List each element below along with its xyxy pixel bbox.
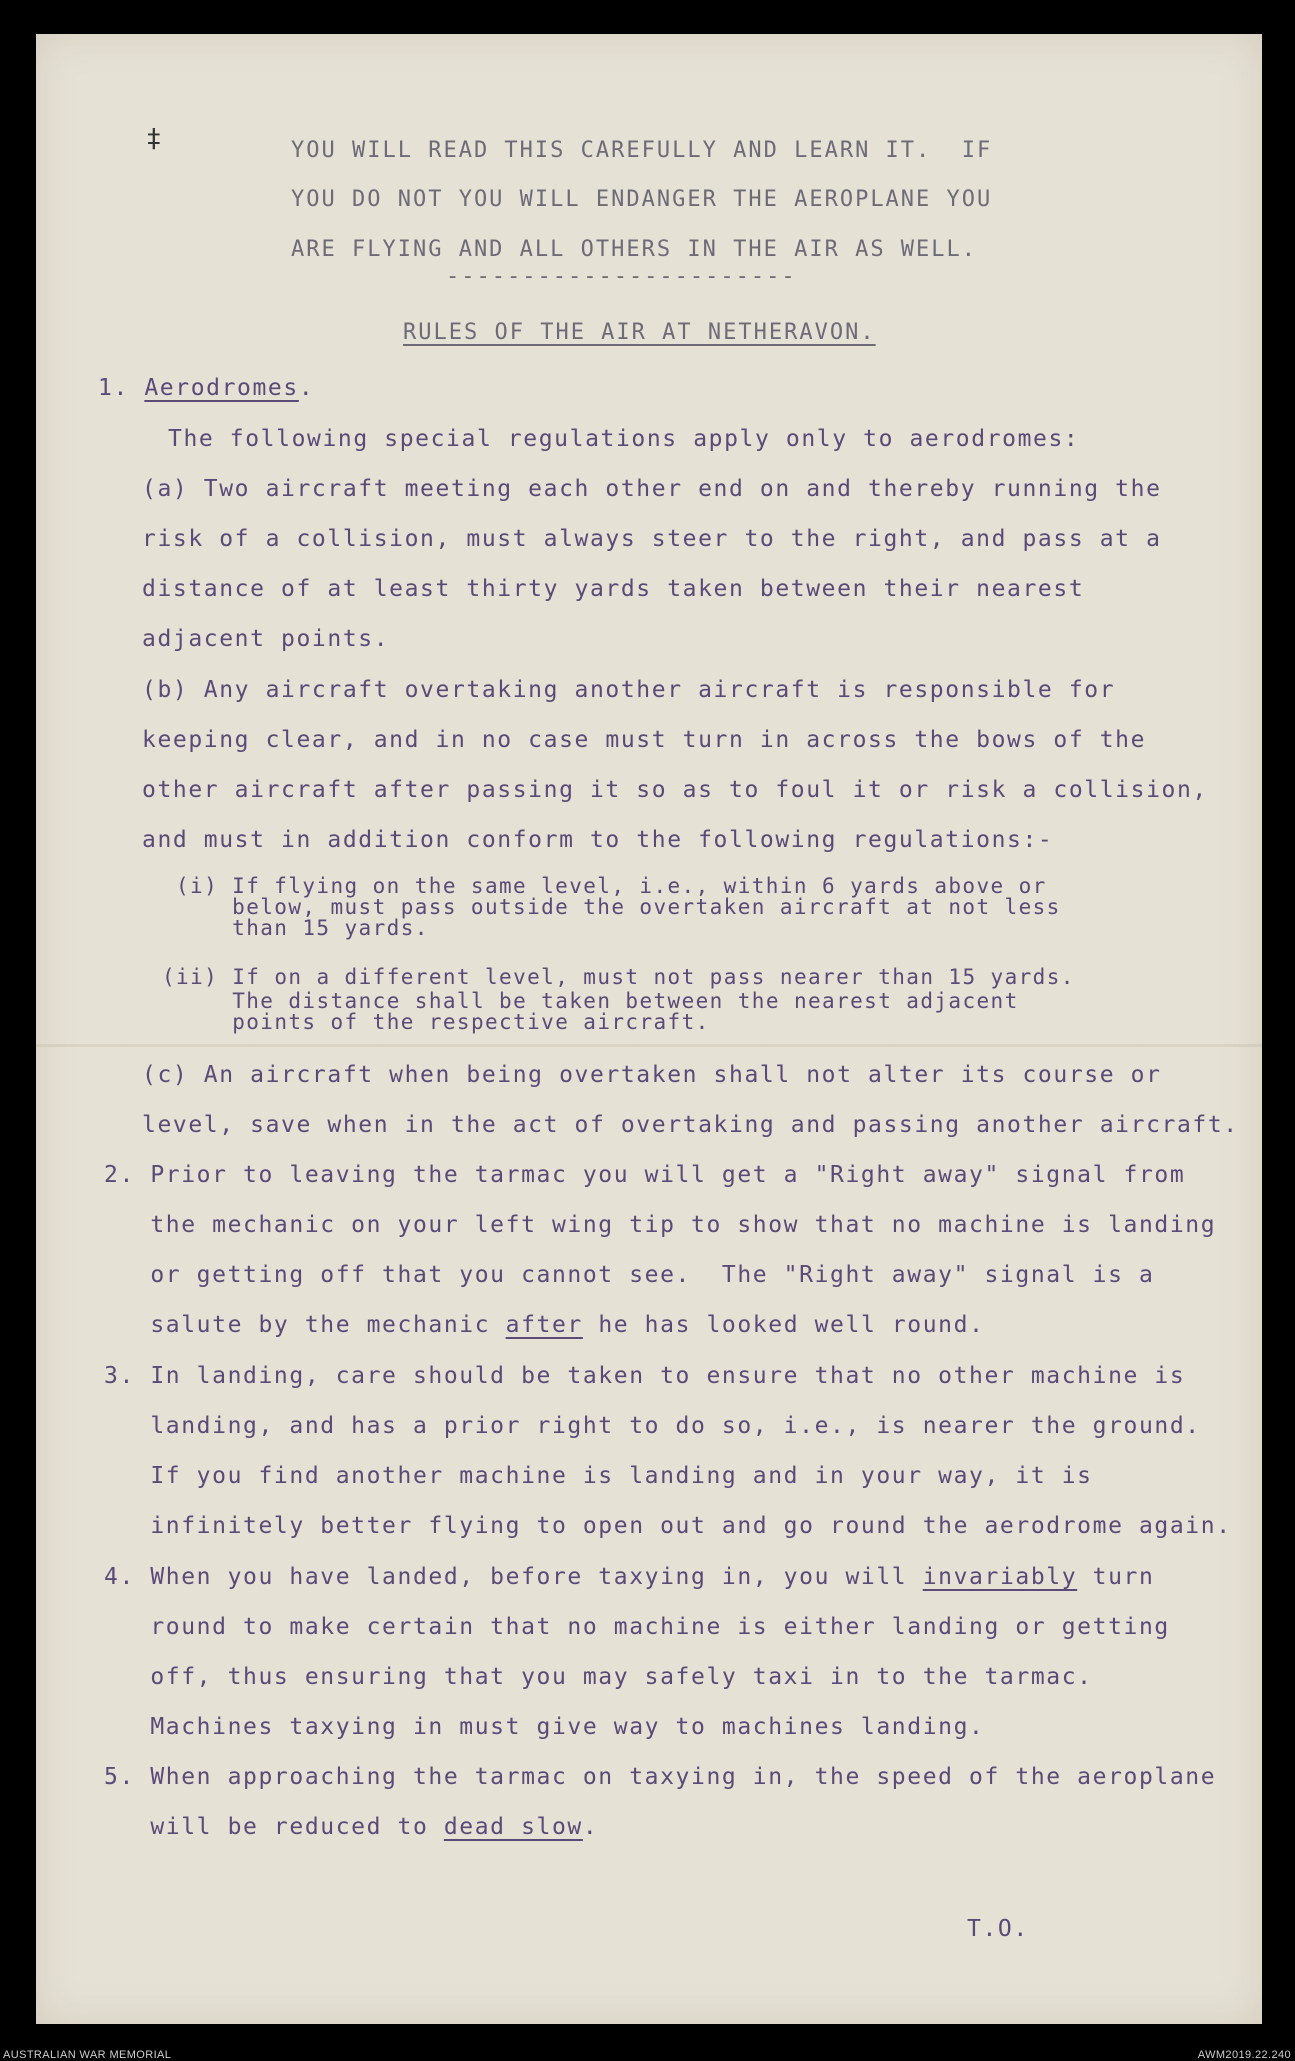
intro-text: The following special regulations apply only to aerodromes:	[168, 426, 1080, 452]
rule-2-line-2: the mechanic on your left wing tip to show that no machine is landing	[104, 1212, 1217, 1238]
header-line-3: ARE FLYING AND ALL OTHERS IN THE AIR AS WELL.	[291, 237, 978, 262]
para-a-line-1: (a) Two aircraft meeting each other end on and thereby running the	[142, 476, 1162, 502]
caption-bar	[0, 2024, 1295, 2061]
header-dashes: -----------------------	[446, 264, 797, 289]
rule-4-line-1-post: turn	[1077, 1564, 1155, 1590]
rule-3-line-4: infinitely better flying to open out and go round the aerodrome again.	[104, 1513, 1232, 1539]
para-b-line-2: keeping clear, and in no case must turn in across the bows of the	[142, 727, 1147, 753]
rule-2-line-4	[104, 1314, 985, 1337]
rule-3-line-2: landing, and has a prior right to do so, i.e., is nearer the ground.	[104, 1413, 1201, 1439]
rule-2-line-3: or getting off that you cannot see. The "Right away" signal is a	[104, 1262, 1155, 1288]
rule-4-line-1	[104, 1566, 1154, 1589]
rule-5-line-2-pre: will be reduced to	[104, 1814, 444, 1840]
header-line-1: YOU WILL READ THIS CAREFULLY AND LEARN IT. IF	[291, 138, 993, 163]
caption-left: AUSTRALIAN WAR MEMORIAL	[3, 2049, 172, 2061]
section-1-heading	[98, 377, 314, 400]
rule-4-line-2: round to make certain that no machine is either landing or getting	[104, 1614, 1170, 1640]
page-title: RULES OF THE AIR AT NETHERAVON.	[403, 320, 876, 345]
sub-i-line-3: than 15 yards.	[176, 916, 429, 940]
rule-2-underlined-word: after	[505, 1312, 583, 1338]
rule-4-line-1-pre: 4. When you have landed, before taxying in, you will	[104, 1564, 923, 1590]
sub-ii-line-2: The distance shall be taken between the nearest adjacent	[162, 989, 1019, 1013]
header-line-2: YOU DO NOT YOU WILL ENDANGER THE AEROPLANE YOU	[291, 187, 993, 212]
sub-ii-line-1: (ii) If on a different level, must not pass nearer than 15 yards.	[162, 965, 1075, 989]
rule-3-line-1: 3. In landing, care should be taken to ensure that no other machine is	[104, 1363, 1186, 1389]
rule-5-line-1: 5. When approaching the tarmac on taxying in, the speed of the aeroplane	[104, 1764, 1217, 1790]
para-c-line-1: (c) An aircraft when being overtaken shall not alter its course or	[142, 1062, 1162, 1088]
rule-5-line-2-post: .	[582, 1814, 599, 1840]
document-page	[36, 34, 1262, 2024]
para-b-line-4: and must in addition conform to the following regulations:-	[142, 827, 1054, 853]
sub-i-line-2: below, must pass outside the overtaken aircraft at not less	[176, 895, 1061, 919]
section-1-number: 1.	[98, 375, 129, 401]
para-b-line-3: other aircraft after passing it so as to foul it or risk a collision,	[142, 777, 1208, 803]
sub-i-line-1: (i) If flying on the same level, i.e., within 6 yards above or	[176, 874, 1047, 898]
para-b-line-1: (b) Any aircraft overtaking another aircraft is responsible for	[142, 677, 1116, 703]
caption-right: AWM2019.22.240	[1197, 2049, 1291, 2061]
turn-over-mark: T.O.	[967, 1916, 1029, 1942]
rule-2-line-4-post: he has looked well round.	[582, 1312, 985, 1338]
rule-5-line-2	[104, 1816, 598, 1839]
section-1-title: Aerodromes	[144, 375, 299, 401]
para-c-line-2: level, save when in the act of overtaking and passing another aircraft.	[142, 1112, 1239, 1138]
pin-mark-icon: ‡	[146, 124, 162, 154]
sub-ii-line-3: points of the respective aircraft.	[162, 1010, 710, 1034]
para-a-line-4: adjacent points.	[142, 626, 390, 652]
rule-4-underlined-word: invariably	[922, 1564, 1078, 1590]
rule-4-line-3: off, thus ensuring that you may safely taxi in to the tarmac.	[104, 1664, 1093, 1690]
section-1-title-stop: .	[298, 375, 315, 401]
rule-2-line-4-pre: salute by the mechanic	[104, 1312, 506, 1338]
rule-2-line-1: 2. Prior to leaving the tarmac you will get a "Right away" signal from	[104, 1162, 1186, 1188]
rule-4-line-4: Machines taxying in must give way to machines landing.	[104, 1714, 985, 1740]
para-a-line-2: risk of a collision, must always steer to the right, and pass at a	[142, 526, 1162, 552]
page-crease	[36, 1044, 1262, 1047]
para-a-line-3: distance of at least thirty yards taken between their nearest	[142, 576, 1085, 602]
rule-5-underlined-words: dead slow	[443, 1814, 583, 1840]
rule-3-line-3: If you find another machine is landing and in your way, it is	[104, 1463, 1093, 1489]
